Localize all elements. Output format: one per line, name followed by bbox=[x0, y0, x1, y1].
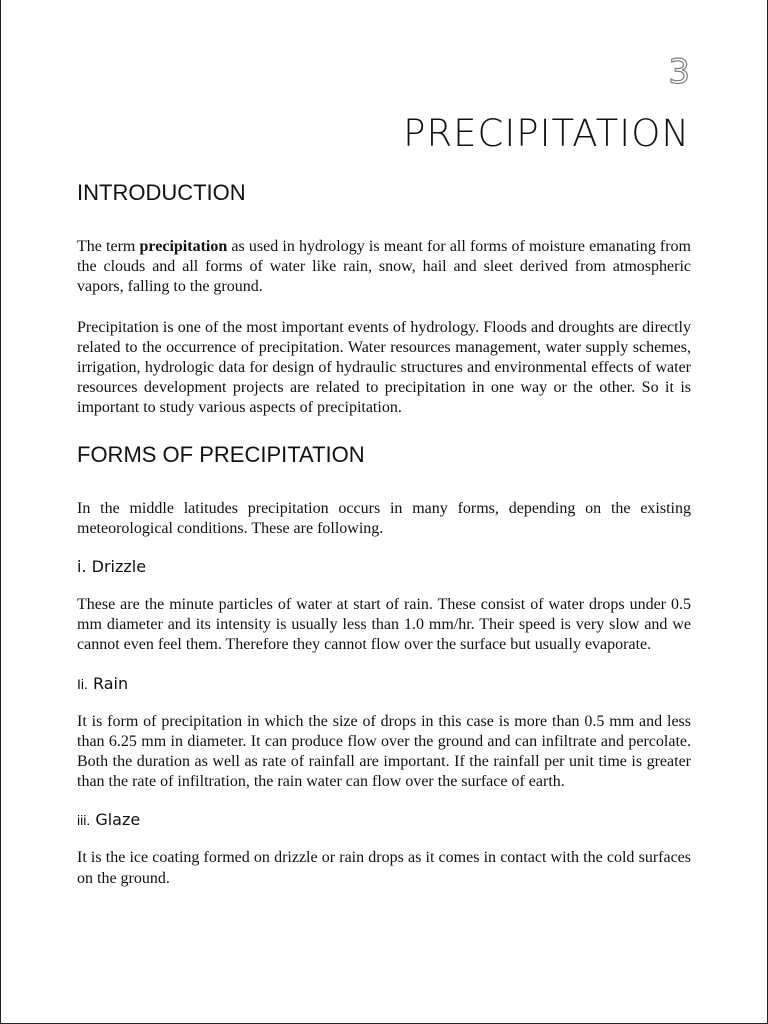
glaze-title: Glaze bbox=[95, 810, 141, 830]
rain-number: Ii. bbox=[77, 675, 88, 692]
glaze-number: iii. bbox=[77, 812, 91, 829]
drizzle-number: i. bbox=[77, 557, 87, 577]
introduction-heading: INTRODUCTION bbox=[77, 180, 246, 205]
introduction-paragraph-1 bbox=[77, 237, 691, 298]
glaze-paragraph: It is the ice coating formed on drizzle or rain drops as it comes in contact with the cold surfaces on the ground. bbox=[77, 849, 691, 887]
drizzle-subheading bbox=[77, 556, 691, 578]
glaze-subheading bbox=[77, 809, 691, 831]
rain-paragraph: It is form of precipitation in which the size of drops in this case is more than 0.5 mm and less than 6.25 mm in diameter. It can produce flow over the ground and can infiltrate and percolate. Both the duration as well as rate of rainfall are important. If the rainfall per unit time is greater than the rate of infiltration, the rain water can flow over the surface of earth. bbox=[77, 712, 691, 791]
drizzle-title: Drizzle bbox=[91, 557, 147, 577]
drizzle-paragraph: These are the minute particles of water at start of rain. These consist of water drops under 0.5 mm diameter and its intensity is usually less than 1.0 mm/hr. Their speed is very slow and we cannot even feel them. Therefore they cannot flow over the surface but usually evaporate. bbox=[77, 596, 691, 654]
introduction-p1-post: as used in hydrology is meant for all forms of moisture emanating from the clouds and all forms of water like rain, snow, hail and sleet derived from atmospheric vapors, falling to the ground. bbox=[77, 238, 691, 296]
rain-subheading bbox=[77, 673, 691, 695]
term-precipitation: precipitation bbox=[139, 238, 228, 255]
forms-intro-paragraph: In the middle latitudes precipitation occurs in many forms, depending on the existing meteorological conditions. These are following. bbox=[77, 499, 691, 537]
rain-title: Rain bbox=[92, 673, 129, 693]
chapter-number: 3 bbox=[668, 52, 690, 92]
chapter-title: PRECIPITATION bbox=[403, 112, 690, 155]
page-content bbox=[77, 176, 691, 889]
forms-heading: FORMS OF PRECIPITATION bbox=[77, 441, 365, 467]
introduction-p1-pre: The term bbox=[77, 238, 140, 255]
introduction-paragraph-2: Precipitation is one of the most important events of hydrology. Floods and droughts are directly related to the occurrence of precipitation. Water resources management, water supply schemes, irrigation, hydrologic data for design of hydraulic structures and environmental effects of water resources development projects are related to precipitation in one way or the other. So it is important to study various aspects of precipitation. bbox=[77, 318, 691, 417]
